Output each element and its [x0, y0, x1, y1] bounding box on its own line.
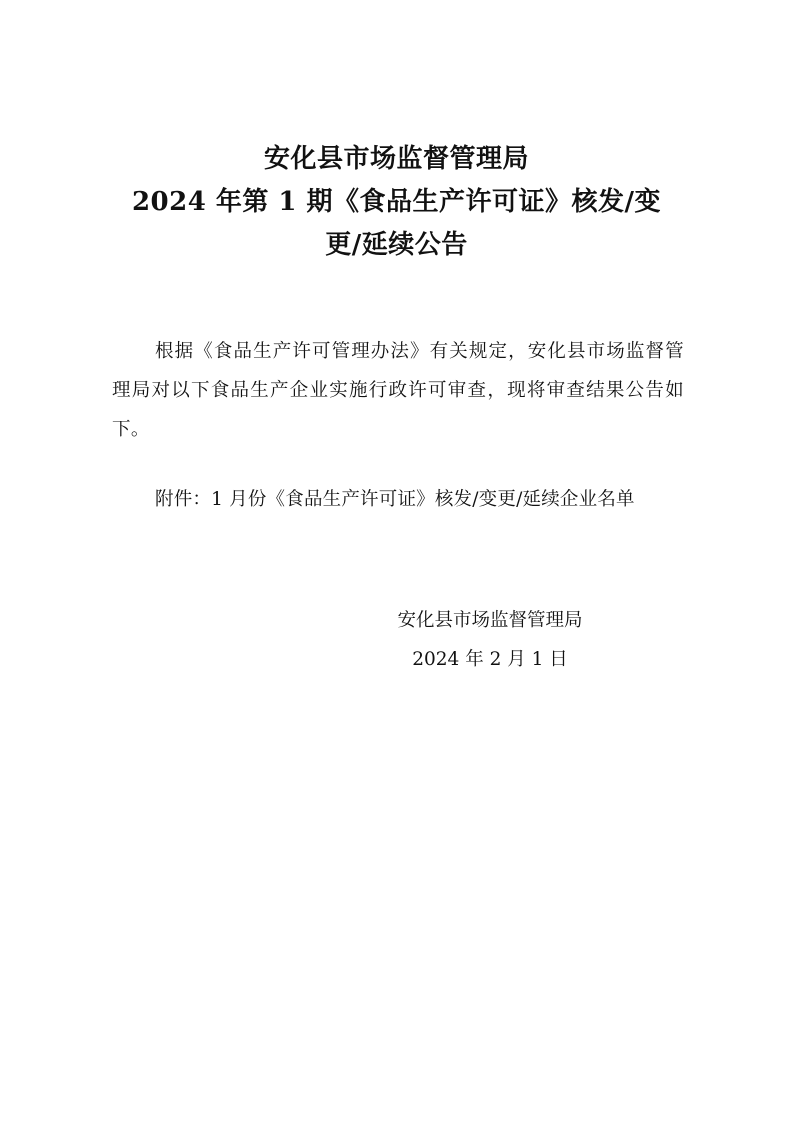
title-line-2: 2024 年第 1 期《食品生产许可证》核发/变	[131, 187, 662, 217]
signature-organization: 安化县市场监督管理局	[397, 610, 583, 631]
signature-date: 2024 年 2 月 1 日	[412, 649, 568, 670]
title-line-1: 安化县市场监督管理局	[263, 144, 529, 174]
body-paragraph: 根据《食品生产许可管理办法》有关规定，安化县市场监督管理局对以下食品生产企业实施行政许可审查，现将审查结果公告如下。	[112, 341, 684, 440]
title-line-3: 更/延续公告	[325, 230, 468, 260]
attachment-note: 附件：1 月份《食品生产许可证》核发/变更/延续企业名单	[155, 489, 635, 510]
signature-block	[360, 601, 620, 679]
document-title	[90, 138, 703, 267]
